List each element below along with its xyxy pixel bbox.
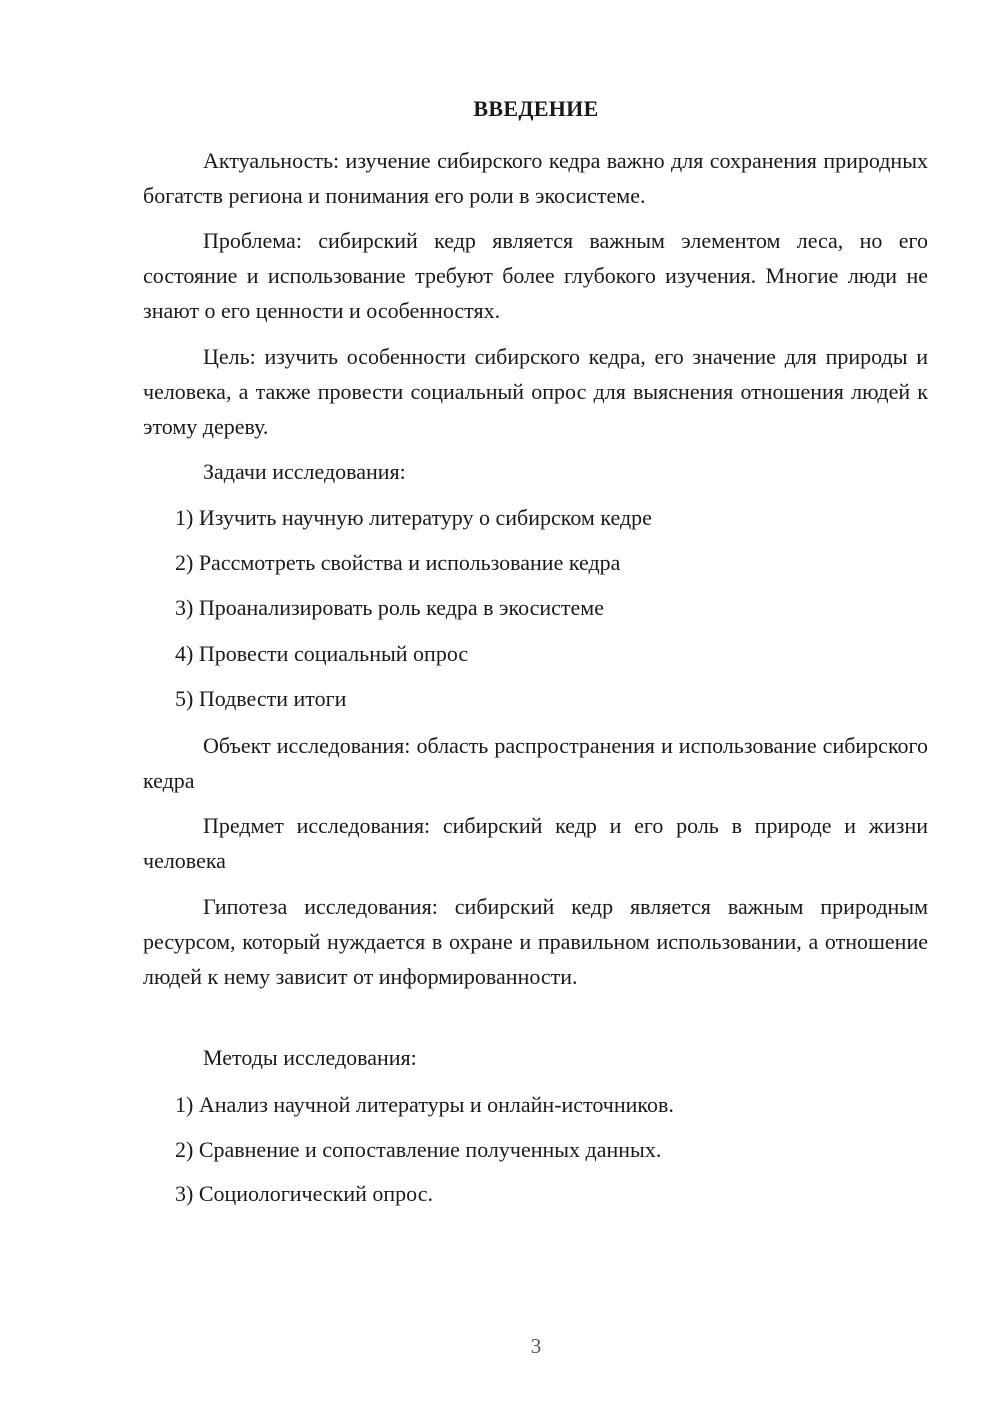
goal-paragraph: Цель: изучить особенности сибирского кедра, его значение для природы и человека, а также провести социальный опрос для выяснения отношения людей к этому дереву. — [143, 344, 928, 439]
task-item-1: 1) Изучить научную литературу о сибирском кедре — [175, 505, 652, 530]
problem-paragraph: Проблема: сибирский кедр является важным элементом леса, но его состояние и использование требуют более глубокого изучения. Многие люди не знают о его ценности и особенностях. — [143, 228, 928, 323]
method-item-2: 2) Сравнение и сопоставление полученных данных. — [175, 1137, 662, 1162]
hypothesis-paragraph: Гипотеза исследования: сибирский кедр является важным природным ресурсом, который нуждается в охране и правильном использовании, а отношение людей к нему зависит от информированности. — [143, 894, 928, 989]
method-item-3: 3) Социологический опрос. — [175, 1181, 433, 1206]
page-number: 3 — [530, 1334, 542, 1358]
task-item-4: 4) Провести социальный опрос — [175, 641, 469, 666]
task-item-5: 5) Подвести итоги — [175, 686, 347, 711]
method-item-1: 1) Анализ научной литературы и онлайн-источников. — [175, 1092, 674, 1117]
section-heading: ВВЕДЕНИЕ — [473, 96, 599, 121]
relevance-paragraph: Актуальность: изучение сибирского кедра важно для сохранения природных богатств региона и понимания его роли в экосистеме. — [143, 148, 928, 208]
subject-paragraph: Предмет исследования: сибирский кедр и его роль в природе и жизни человека — [143, 813, 928, 873]
tasks-title: Задачи исследования: — [203, 459, 406, 484]
task-item-3: 3) Проанализировать роль кедра в экосистеме — [175, 595, 604, 620]
task-item-2: 2) Рассмотреть свойства и использование кедра — [175, 550, 621, 575]
methods-title: Методы исследования: — [203, 1045, 417, 1070]
object-paragraph: Объект исследования: область распространения и использование сибирского кедра — [143, 733, 928, 793]
